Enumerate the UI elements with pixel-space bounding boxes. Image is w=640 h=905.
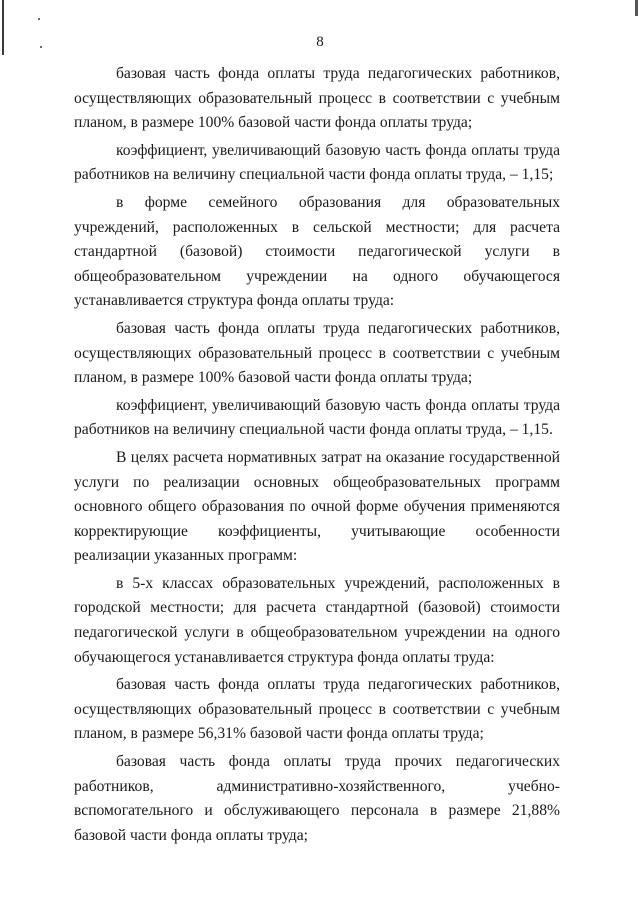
paragraph: коэффициент, увеличивающий базовую часть фонда оплаты труда работников на величину специальной части фонда оплаты труда, – 1,15.: [74, 396, 560, 439]
paragraph: базовая часть фонда оплаты труда педагогических работников, осуществляющих образовательный процесс в соответствии с учебным планом, в размере 100% базовой части фонда оплаты труда;: [74, 65, 560, 132]
paragraph: базовая часть фонда оплаты труда педагогических работников, осуществляющих образовательный процесс в соответствии с учебным планом, в размере 56,31% базовой части фонда оплаты труда;: [74, 676, 560, 743]
paragraph: базовая часть фонда оплаты труда прочих педагогических работников, административно-хозяйственного, учебно-вспомогательного и обслуживающего персонала в размере 21,88% базовой части фонда оплаты труда;: [74, 753, 560, 844]
paragraph: В целях расчета нормативных затрат на оказание государственной услуги по реализации основных общеобразовательных программ основного общего образования по очной форме обучения применяются корректирующие коэффициенты, учитывающие особенности реализации указанных программ:: [74, 448, 560, 565]
paragraph: в 5-х классах образовательных учреждений, расположенных в городской местности; для расчета стандартной (базовой) стоимости педагогической услуги в общеобразовательном учреждении на одного обучающегося устанавливается структура фонда оплаты труда:: [74, 574, 560, 666]
scan-corner-mark: [635, 0, 638, 16]
paragraph: коэффициент, увеличивающий базовую часть фонда оплаты труда работников на величину специальной части фонда оплаты труда, – 1,15;: [74, 141, 560, 184]
scan-speck: [38, 18, 40, 20]
document-body: [74, 62, 560, 851]
page-number: 8: [316, 34, 324, 50]
paragraph: в форме семейного образования для образовательных учреждений, расположенных в сельской местности; для расчета стандартной (базовой) стоимости педагогической услуги в общеобразовательном учреждении на одного обучающегося устанавливается структура фонда оплаты труда:: [74, 193, 560, 310]
paragraph: базовая часть фонда оплаты труда педагогических работников, осуществляющих образовательный процесс в соответствии с учебным планом, в размере 100% базовой части фонда оплаты труда;: [74, 319, 560, 387]
